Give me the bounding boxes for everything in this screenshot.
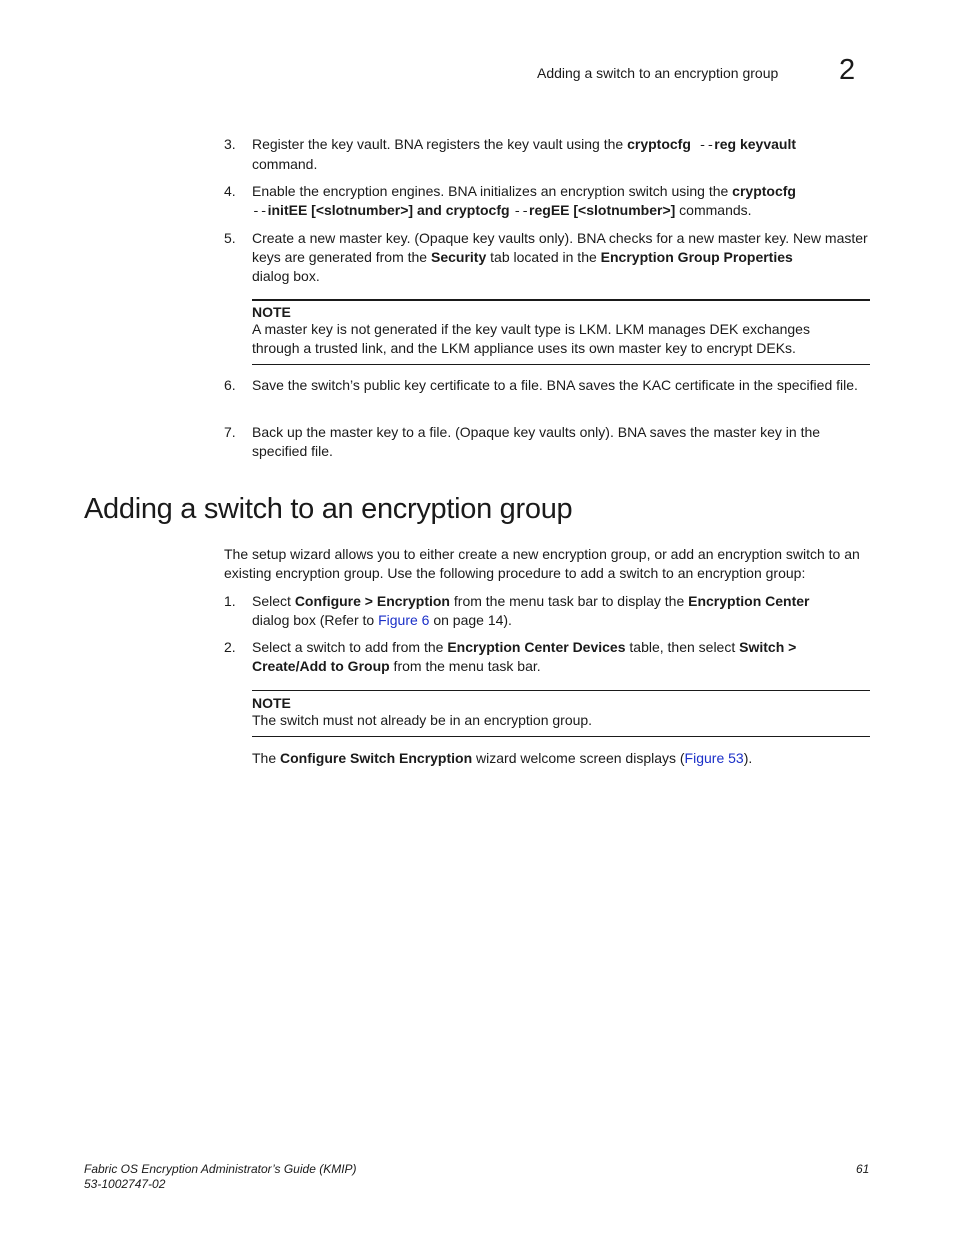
note-top-rule [252, 299, 870, 301]
footer-page-number: 61 [856, 1162, 870, 1176]
step-number: 7. [224, 424, 236, 440]
note-label: NOTE [252, 695, 291, 711]
footer-doc-number: 53-1002747-02 [84, 1177, 166, 1191]
step-1-text: Select Configure > Encryption from the menu task bar to display the Encryption Center dialog box (Refer to Figure 6 on page 14). [252, 593, 810, 628]
step-number: 1. [224, 593, 236, 609]
step-number: 4. [224, 183, 236, 199]
step-number: 3. [224, 136, 236, 152]
note-bottom-rule [252, 736, 870, 737]
step-4-text: Enable the encryption engines. BNA initializes an encryption switch using the cryptocfg --initEE [<slotnumber>] and cryptocfg --regEE [<slotnumber>] commands. [252, 183, 796, 219]
note-label: NOTE [252, 304, 291, 320]
chapter-number: 2 [839, 54, 856, 86]
note-text: The switch must not already be in an encryption group. [252, 712, 593, 728]
figure-6-link[interactable]: Figure 6 [378, 612, 430, 628]
step-6-text: Save the switch’s public key certificate to a file. BNA saves the KAC certificate in the specified file. [252, 377, 858, 393]
step-number: 5. [224, 230, 236, 246]
closing-text: The Configure Switch Encryption wizard welcome screen displays (Figure 53). [252, 750, 753, 766]
footer-doc-title: Fabric OS Encryption Administrator’s Guide (KMIP) [84, 1162, 357, 1176]
section-heading: Adding a switch to an encryption group [84, 493, 573, 525]
section-intro: The setup wizard allows you to either create a new encryption group, or add an encryption switch to an existing encryption group. Use the following procedure to add a switch to an encryption group: [224, 546, 860, 581]
step-2-text: Select a switch to add from the Encryption Center Devices table, then select Switch > Create/Add to Group from the menu task bar. [252, 639, 797, 674]
step-5-text: Create a new master key. (Opaque key vaults only). BNA checks for a new master key. New master keys are generated from the Security tab located in the Encryption Group Properties dialog box. [252, 230, 868, 284]
note-text: A master key is not generated if the key vault type is LKM. LKM manages DEK exchanges through a trusted link, and the LKM appliance uses its own master key to encrypt DEKs. [252, 321, 810, 356]
step-number: 2. [224, 639, 236, 655]
step-7-text: Back up the master key to a file. (Opaque key vaults only). BNA saves the master key in the specified file. [252, 424, 821, 459]
note-top-rule [252, 690, 870, 691]
figure-53-link[interactable]: Figure 53 [684, 750, 744, 766]
running-header-title: Adding a switch to an encryption group [537, 65, 779, 81]
note-bottom-rule [252, 364, 870, 365]
step-3-text: Register the key vault. BNA registers the key vault using the cryptocfg --reg keyvault command. [252, 136, 796, 172]
step-number: 6. [224, 377, 236, 393]
